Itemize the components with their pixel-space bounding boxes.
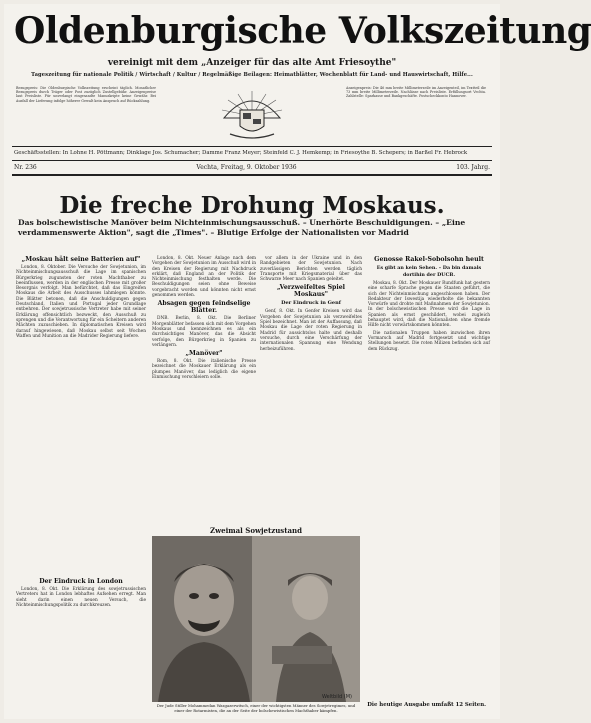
article-column-4: [368, 256, 490, 700]
divider: [12, 174, 492, 176]
coat-of-arms-icon: [216, 88, 288, 144]
dateline: [14, 164, 490, 171]
article-heading: „Verzweifeltes Spiel Moskaus": [276, 284, 346, 299]
article-column-2: [152, 256, 256, 518]
article-text: vor allem in der Ukraine und in den Randgebieten der Sowjetunion. Nach zuverlässigen Berichten werden täglich Transporte mit Kriegsmaterial über das Schwarze Meer nach Spanien geleitet.: [260, 256, 362, 283]
subscription-box: Bezugspreis: Die Oldenburgische Volkszeitung erscheint täglich. Monatlicher Bezugspreis durch Träger oder Post zuzüglich Zustellgebühr. Anzeigenpreise laut Preisliste. Für unverlangt eingesandte Manuskripte keine Gewähr. Bei Ausfall der Lieferung infolge höherer Gewalt kein Anspruch auf Rückzahlung.: [16, 86, 156, 103]
issue-year: 103. Jahrg.: [456, 164, 490, 171]
article-heading: Der Eindruck in London: [39, 578, 123, 585]
main-headline: Die freche Drohung Moskaus.: [59, 192, 445, 219]
article-text: Die nationalen Truppen haben inzwischen ihren Vormarsch auf Madrid fortgesetzt und wichtige Stellungen besetzt. Die roten Milizen befinden sich auf dem Rückzug.: [368, 330, 490, 352]
article-heading: „Moskau hält seine Batterien auf": [21, 256, 141, 263]
article-text: Moskau, 8. Okt. Der Moskauer Rundfunk hat gestern eine scharfe Sprache gegen die Staaten geführt, die sich der Nichteinmischung angeschlossen haben. Der Redakteur der Iswestija wiederholte die bekannten Vorwürfe und drohte mit Maßnahmen der Sowjetunion. In der bolschewistischen Presse wird die Lage in Spanien als ernst geschildert, wobei zugleich behauptet wird, daß die Nationalisten ohne fremde Hilfe nicht vorwärtskommen könnten.: [368, 281, 490, 329]
issue-date: Vechta, Freitag, 9. Oktober 1936: [196, 164, 297, 171]
article-heading: Genosse Rakel-Sobolsohn heult: [374, 256, 484, 263]
photo-title: Zweimal Sowjetzustand: [209, 526, 302, 535]
article-subheading: Es gibt an kein Sehen. – Da bin damals dortihin der DUCB.: [376, 265, 482, 278]
masthead-subtitle: vereinigt mit dem „Anzeiger für das alte Amt Friesoythe": [107, 58, 397, 68]
advertising-box: Anzeigenpreis: Die 46 mm breite Millimeterzeile im Anzeigenteil, im Textteil die 73 mm breite Millimeterzeile. Nachlässe nach Preisliste. Erfüllungsort Vechta. Zahlstelle: Sparkasse und Bankgeschäfte. Postscheckkonto Hannover.: [346, 86, 486, 99]
article-text: London, 8. Okt. Die Erklärung des sowjetrussischen Vertreters hat in London lebhaftes Aufsehen erregt. Man sieht darin einen neuen Versuch, die Nichteinmischungspolitik zu durchkreuzen.: [16, 587, 146, 608]
article-text: DNB. Berlin, 8. Okt. Die Berliner Morgenblätter befassen sich mit dem Vorgehen Moskaus und kennzeichnen es als ein durchsichtiges Manöver, das die Absicht verfolge, den Bürgerkrieg in Spanien zu verlängern.: [152, 316, 256, 348]
newspaper-page: [4, 4, 591, 719]
branch-offices: Geschäftsstellen: In Lohne H. Pöttmann; Dinklage Jos. Schumacher; Damme Franz Meyer; Steinfeld C. J. Hemkemp; in Friesoythe B. Schepers; in Barßel Fr. Hebrock: [14, 150, 468, 156]
article-text: Rom, 8. Okt. Die italienische Presse bezeichnet die Moskauer Erklärung als ein plumpes Manöver, das lediglich die eigene Einmischung verschleiern solle.: [152, 359, 256, 381]
article-column-1b: [16, 578, 146, 702]
article-heading: Absagen gegen feindselige Blätter.: [157, 300, 251, 315]
masthead-title: Oldenburgische Volkszeitung: [14, 10, 591, 52]
page-count-note: Die heutige Ausgabe umfaßt 12 Seiten.: [367, 702, 486, 708]
article-text: London, 8. Oktober. Die Versuche der Sowjetunion, im Nichteinmischungsausschuß die Lage im spanischen Bürgerkrieg zugunsten der roten Machthaber zu beeinflussen, werden in der englischen Presse mit großer Besorgnis verfolgt. Man befürchtet, daß das Eingreifen Moskaus die Arbeit des Ausschusses lahmlegen könnte. Die Blätter betonen, daß die Anschuldigungen gegen Deutschland, Italien und Portugal jeder Grundlage entbehren. Der sowjetrussische Vertreter habe mit seiner Erklärung offensichtlich bezweckt, den Ausschuß zu sprengen und die Verantwortung für ein Scheitern anderen Mächten zuzuschieben. In diplomatischen Kreisen wird darauf hingewiesen, daß Moskau selbst seit Wochen Waffen und Munition an die Madrider Regierung liefere.: [16, 265, 146, 339]
masthead-tagline: Tageszeitung für nationale Politik / Wirtschaft / Kultur / Regelmäßige Beilagen: Heimatblätter, Wochenblatt für Land- und Hauswirtschaft, Hilfe...: [31, 72, 473, 78]
divider: [12, 160, 492, 161]
article-text: London, 8. Okt. Neuer Anlage nach dem Vorgehen der Sowjetunion im Ausschuß wird in den Kreisen der Regierung mit Nachdruck erklärt, daß England an der Politik der Nichteinmischung festhalten werde. Die Beschuldigungen seien ohne Beweise vorgebracht worden und könnten nicht ernst genommen werden.: [152, 256, 256, 299]
photo-caption: Der Jude Stiller Mohammedan Wazgazerwitsch, einer der wichtigsten Männer des Sowjetregimes, und einer der Rotarmisten, die an der Seite der bolschewistischen Machthaber kämpfen.: [156, 703, 356, 713]
photo-two-men: [152, 536, 360, 702]
article-text: Genf, 8. Okt. In Genfer Kreisen wird das Vorgehen der Sowjetunion als verzweifeltes Spiel bezeichnet. Man ist der Auffassung, daß Moskau die Lage der roten Regierung in Madrid für aussichtslos halte und deshalb versuche, durch eine Verschärfung der internationalen Spannung eine Wendung herbeizuführen.: [260, 309, 362, 352]
article-heading: „Manöver": [185, 350, 223, 358]
article-column-1: [16, 256, 146, 574]
divider: [12, 146, 492, 147]
article-subheading: Der Eindruck in Genf: [281, 300, 341, 307]
headline-deck: Das bolschewistische Manöver beim Nichteinmischungsausschuß. – Unerhörte Beschuldigungen. – „Eine verdammenswerte Aktion", sagt die „Times". – Blutige Erfolge der Nationalisten vor Madrid: [18, 218, 466, 237]
issue-number: Nr. 236: [14, 164, 37, 171]
photo-credit: Weltbild (M): [321, 694, 352, 700]
article-column-3: [260, 256, 362, 518]
